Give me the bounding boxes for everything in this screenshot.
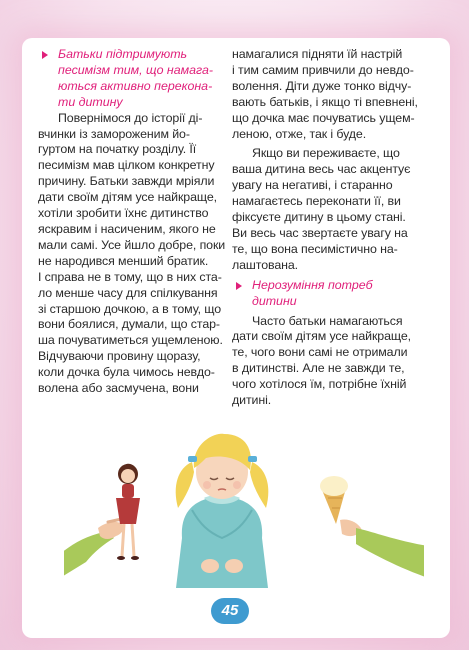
left-column <box>38 47 234 397</box>
text-line: причину. Батьки завжди мріяли <box>38 174 215 189</box>
text-line: ваша дитина весь час акцентує <box>232 162 411 177</box>
text-line: вчинки із замороженим йо- <box>38 126 190 141</box>
subheading-misunderstanding-needs <box>232 278 428 310</box>
text-line: Якщо ви переживаєте, що <box>252 146 400 161</box>
text-line: фіксуєте дитину в цьому стані. <box>232 210 406 225</box>
heading-line: песимізм тим, що намага- <box>58 62 214 77</box>
text-line: дати своїм дітям усе найкраще, <box>232 329 411 344</box>
text-line: яскравим і насиченим, якого не <box>38 221 216 236</box>
page-number: 45 <box>211 598 249 624</box>
text-line: те, чого вони самі не отримали <box>232 345 408 360</box>
text-line: волена або засмучена, вони <box>38 381 199 396</box>
text-line: намагаєтесь переконати її, ви <box>232 194 401 209</box>
paragraph-parents-give-best <box>232 314 428 409</box>
heading-line: дитини <box>252 293 297 308</box>
text-line: вають батьків, і якщо ті впевнені, <box>232 94 418 109</box>
text-line: Повернімося до історії ді- <box>58 110 203 125</box>
text-line: чого хотілося їм, потрібне їхній <box>232 377 407 392</box>
heading-line: Батьки підтримують <box>58 47 188 61</box>
text-line: песимізм мав цілком конкретну <box>38 158 215 173</box>
text-line: те, що вона песимістично на- <box>232 241 398 256</box>
paragraph-negative-focus <box>232 146 428 273</box>
text-line: вони боялися, думали, що стар- <box>38 317 220 332</box>
text-line: леною, отже, так і буде. <box>232 126 367 141</box>
text-line: зі старшою дочкою, а в тому, що <box>38 301 222 316</box>
heading-line: Нерозуміння потреб <box>252 277 373 292</box>
paragraph-frozen-yogurt-story <box>38 111 234 270</box>
text-line: мали самі. Усе йшло добре, поки <box>38 237 226 252</box>
text-line: лаштована. <box>232 257 298 272</box>
heading-line: ються активно переконa- <box>58 78 213 93</box>
text-line: Ви весь час звертаєте увагу на <box>232 225 408 240</box>
text-line: ша почуватиметься ущемленою. <box>38 333 223 348</box>
left-hand-icon <box>64 518 126 578</box>
text-line: і тим самим привчили до невдо- <box>232 62 414 77</box>
text-line: гуртом на початку розділу. Її <box>38 142 197 157</box>
paragraph-continuation <box>232 47 428 142</box>
text-line: намагалися підняти їй настрій <box>232 47 403 61</box>
text-line: не народився менший братик. <box>38 253 209 268</box>
girl-icon <box>176 434 269 588</box>
paragraph-parents-fear <box>38 270 234 397</box>
text-line: Відчуваючи провину щоразу, <box>38 349 201 364</box>
subheading-parents-support-pessimism <box>38 47 234 111</box>
right-column <box>232 47 428 409</box>
text-line: увагу на негативі, і старанно <box>232 178 393 193</box>
text-line: в дитинстві. Але не завжди те, <box>232 361 405 376</box>
text-line: коли дочка була чимось невдо- <box>38 365 215 380</box>
text-line: І справа не в тому, що в них ста- <box>38 269 222 284</box>
text-line: дитині. <box>232 393 272 408</box>
heading-line: ти дитину <box>58 94 123 109</box>
text-line: волення. Діти дуже тонко відчу- <box>232 78 412 93</box>
illustration-girl-with-doll-and-ice-cream <box>64 428 424 598</box>
bullet-arrow-icon <box>236 282 242 290</box>
bullet-arrow-icon <box>42 51 48 59</box>
doll-icon <box>116 464 140 560</box>
text-line: хотіли зробити їхнє дитинство <box>38 206 209 221</box>
text-line: Часто батьки намагаються <box>252 313 403 328</box>
ice-cream-icon <box>320 476 348 524</box>
right-hand-icon <box>340 519 424 578</box>
text-line: дати своїм дітям усе найкраще, <box>38 190 217 205</box>
text-line: що дочка має почуватись ущем- <box>232 110 415 125</box>
text-line: ло менше часу для спілкування <box>38 285 218 300</box>
